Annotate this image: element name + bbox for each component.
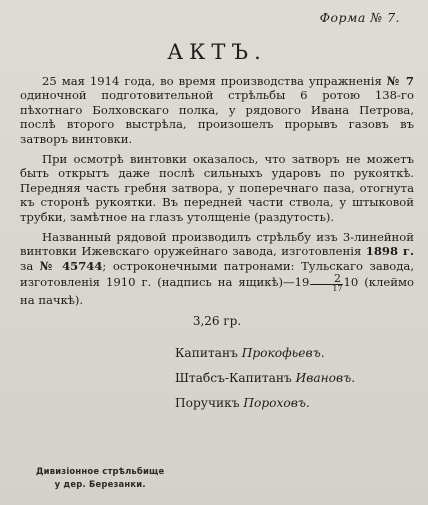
date-fraction <box>310 273 342 293</box>
charge-weight: 3,26 гр. <box>192 313 242 328</box>
rifle-serial: № 45744 <box>39 258 103 273</box>
exercise-number: № 7 <box>386 74 414 88</box>
text-run: Названный рядовой производилъ стрѣльбу изъ 3-линейной винтовки Ижевскаго оружейнаго завода, изготовленія <box>20 230 414 259</box>
signature-name: Пороховъ. <box>243 395 310 410</box>
signature-name: Прокофьевъ. <box>241 345 325 360</box>
signature-name: Ивановъ. <box>295 370 356 385</box>
place-line-1: Дивизіонное стрѣльбище <box>36 466 165 476</box>
signature-rank: Капитанъ <box>175 345 242 360</box>
fraction-numerator: 2 <box>310 273 342 285</box>
document-title: АКТЪ. <box>167 40 267 64</box>
signature-rank: Штабсъ-Капитанъ <box>175 370 296 385</box>
paragraph-incident <box>20 74 414 146</box>
place-stamp <box>36 465 164 491</box>
signatures-block <box>175 346 414 412</box>
fraction-denominator: 17 <box>332 284 343 294</box>
signature-rank: Поручикъ <box>175 395 244 410</box>
paragraph-rifle-ammo <box>20 230 414 308</box>
rifle-year: 1898 г. <box>365 244 414 259</box>
text-run: 25 мая 1914 года, во время производства упражненія <box>42 74 387 88</box>
paragraph-inspection <box>20 152 414 224</box>
place-line-2: у дер. Березанки. <box>54 479 146 489</box>
signature-line <box>175 346 414 362</box>
text-run: 10 (клеймо на пачкѣ). <box>20 275 414 308</box>
signature-line <box>175 371 414 387</box>
signature-line <box>175 396 414 412</box>
text-run: за <box>20 258 40 273</box>
text-run: одиночной подготовительной стрѣльбы 6 ротою 138-го пѣхотнаго Болховскаго полка, у рядового Ивана Петрова, послѣ второго выстрѣла, произошелъ прорывъ газовъ въ затворъ винтовки. <box>20 88 414 146</box>
text-run: При осмотрѣ винтовки оказалось, что затворъ не можетъ быть открытъ даже послѣ сильныхъ ударовъ по рукояткѣ. Передняя часть гребня затвора, у поперечнаго паза, отогнута къ сторонѣ рукоятки. Въ передней части ствола, у штыковой трубки, замѣтное на глазъ утолщеніе (раздутость). <box>20 152 414 224</box>
text-run: ; остроконечными патронами: Тульскаго завода, изготовленія 1910 г. (надпись на ящикѣ)—19 <box>20 258 415 290</box>
form-number: Форма № 7. <box>319 10 400 25</box>
